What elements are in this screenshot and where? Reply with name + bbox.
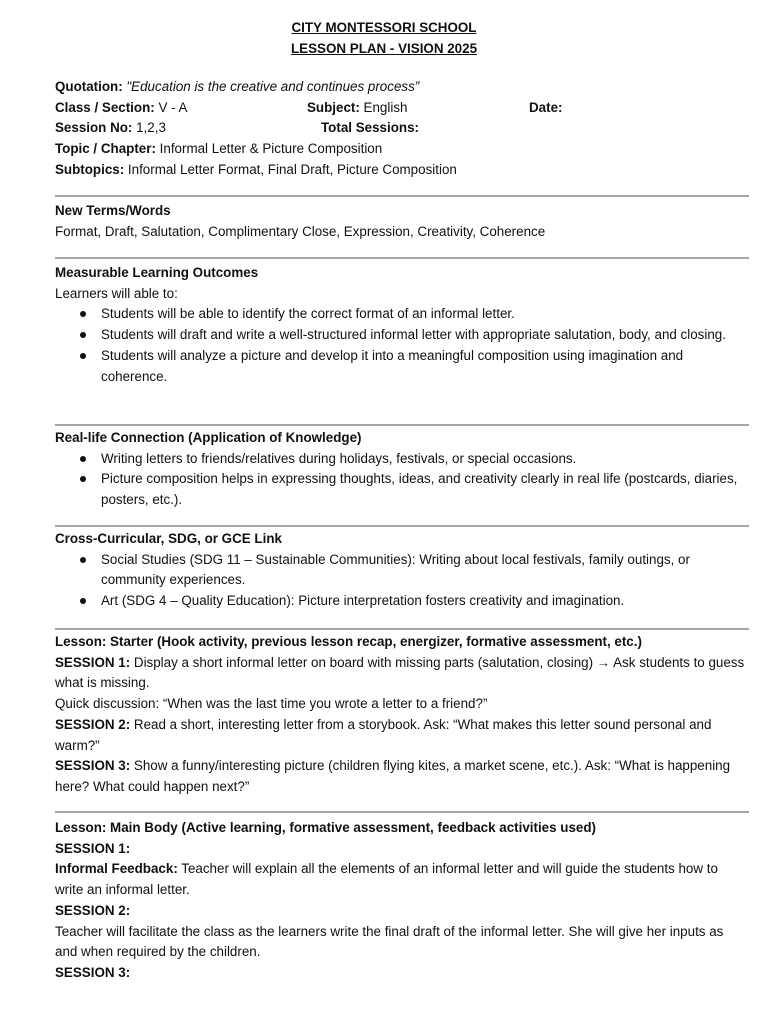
session-value: 1,2,3 [132, 120, 166, 135]
topic-row [55, 139, 382, 160]
main-body-heading: Lesson: Main Body (Active learning, formative assessment, feedback activities used) [55, 820, 597, 835]
subject-value: English [359, 100, 408, 115]
session-text: Display a short informal letter on board with missing parts (salutation, closing) → Ask students to guess what is missing. [55, 654, 745, 691]
subtopics-label: Subtopics: [55, 162, 125, 177]
session-text: Read a short, interesting letter from a storybook. Ask: “What makes this letter sound personal and warm?” [55, 716, 712, 753]
divider [55, 257, 749, 259]
session-text: Show a funny/interesting picture (children flying kites, a market scene, etc.). Ask: “What is happening here? What could happen next?” [55, 758, 731, 794]
real-life-heading: Real-life Connection (Application of Knowledge) [55, 430, 362, 445]
starter-session-3 [55, 756, 749, 797]
quotation-label: Quotation: [55, 79, 123, 94]
feedback-label: Informal Feedback: [55, 861, 178, 877]
class-value: V - A [154, 100, 188, 115]
starter-session-1 [55, 653, 749, 694]
session-row [55, 118, 166, 139]
starter-quick-discussion: Quick discussion: “When was the last time you wrote a letter to a friend?” [55, 696, 488, 712]
plan-title: LESSON PLAN - VISION 2025 [290, 41, 478, 56]
main-session-2-text: Teacher will facilitate the class as the learners write the final draft of the informal letter. She will give her inputs as and when required by the children. [55, 923, 724, 960]
starter-heading: Lesson: Starter (Hook activity, previous lesson recap, energizer, formative assessment, etc.) [55, 634, 642, 649]
main-body-section [55, 818, 749, 984]
subtopics-row [55, 160, 457, 181]
subtopics-value: Informal Letter Format, Final Draft, Picture Composition [124, 162, 457, 177]
outcomes-heading: Measurable Learning Outcomes [55, 265, 259, 280]
outcomes-list [55, 304, 749, 387]
date-label: Date: [529, 100, 563, 115]
feedback-text: Teacher will explain all the elements of an informal letter and will guide the students how to write an informal letter. [55, 861, 718, 898]
school-name: CITY MONTESSORI SCHOOL [291, 20, 477, 35]
session-label: SESSION 2: [55, 716, 131, 732]
new-terms-heading: New Terms/Words [55, 203, 171, 218]
divider [55, 195, 749, 197]
divider [55, 628, 749, 630]
list-item: Students will be able to identify the correct format of an informal letter. [55, 304, 749, 325]
main-session-2-label: SESSION 2: [55, 902, 131, 918]
class-row [55, 98, 187, 119]
outcomes-section [55, 263, 749, 387]
main-informal-feedback [55, 859, 749, 900]
session-label: SESSION 1: [55, 654, 131, 670]
list-item: Art (SDG 4 – Quality Education): Picture interpretation fosters creativity and imagination. [55, 591, 749, 612]
date-row [529, 98, 562, 119]
real-life-section [55, 428, 749, 511]
topic-label: Topic / Chapter: [55, 141, 156, 156]
document-header [0, 17, 768, 59]
list-item: Students will analyze a picture and develop it into a meaningful composition using imagination and coherence. [55, 346, 749, 387]
real-life-list [55, 449, 749, 511]
starter-session-2 [55, 715, 749, 756]
divider [55, 525, 749, 527]
session-label: Session No: [55, 120, 133, 135]
subject-row [307, 98, 407, 119]
divider [55, 424, 749, 426]
total-sessions-row [321, 118, 419, 139]
session-label: SESSION 3: [55, 758, 131, 774]
main-session-3-label: SESSION 3: [55, 964, 131, 980]
starter-section [55, 632, 749, 798]
quotation-value: "Education is the creative and continues process” [126, 79, 420, 94]
class-label: Class / Section: [55, 100, 155, 115]
total-sessions-label: Total Sessions: [321, 120, 419, 135]
list-item: Picture composition helps in expressing thoughts, ideas, and creativity clearly in real life (postcards, diaries, posters, etc.). [55, 469, 749, 510]
cross-curricular-section [55, 529, 749, 612]
topic-value: Informal Letter & Picture Composition [155, 141, 383, 156]
subject-label: Subject: [307, 100, 360, 115]
outcomes-intro: Learners will able to: [55, 285, 178, 301]
new-terms-text: Format, Draft, Salutation, Complimentary Close, Expression, Creativity, Coherence [55, 223, 546, 239]
list-item: Social Studies (SDG 11 – Sustainable Communities): Writing about local festivals, family outings, or community experiences. [55, 550, 749, 591]
list-item: Writing letters to friends/relatives during holidays, festivals, or special occasions. [55, 449, 749, 470]
list-item: Students will draft and write a well-structured informal letter with appropriate salutation, body, and closing. [55, 325, 749, 346]
quotation-row [55, 77, 419, 98]
cross-curricular-heading: Cross-Curricular, SDG, or GCE Link [55, 531, 282, 546]
main-session-1-label: SESSION 1: [55, 840, 131, 856]
new-terms-section [55, 201, 749, 242]
divider [55, 811, 749, 813]
cross-curricular-list [55, 550, 749, 612]
